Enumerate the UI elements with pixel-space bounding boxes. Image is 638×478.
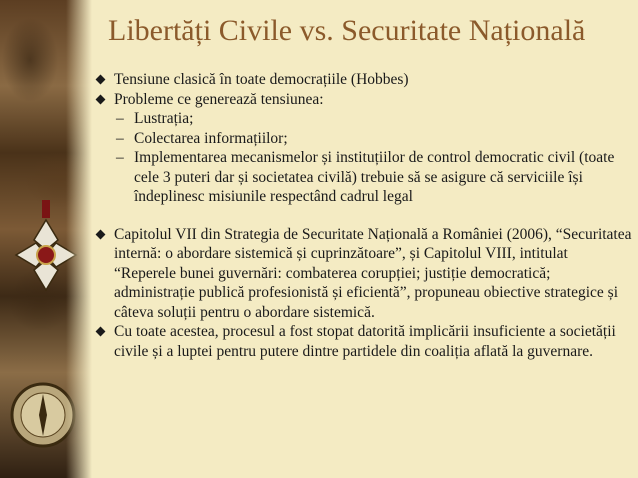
bullet-item: Capitolul VII din Strategia de Securitate Națională a României (2006), “Securitatea internă: o abordare sistemică și cuprinzătoare”, și Capitolul VIII, intitulat “Reperele bunei guvernări: combaterea corupției; justiție democratică; administrație publică profesionistă și eficientă”, propuneau obiective strategice și câteva soluții pentru o abordare sistemică. xyxy=(96,225,632,323)
dash-bullet: – xyxy=(116,129,124,147)
sub-bullet-item: – Colectarea informațiilor; xyxy=(116,129,288,147)
bullet-item: Probleme ce generează tensiunea: xyxy=(96,90,632,110)
dash-bullet: – xyxy=(116,110,124,127)
slide-title: Libertăți Civile vs. Securitate Națională xyxy=(108,14,586,47)
dash-bullet: – xyxy=(116,149,124,166)
diamond-bullet-icon xyxy=(96,327,106,337)
decorative-side-collage xyxy=(0,0,92,478)
diamond-bullet-icon xyxy=(96,229,106,239)
diamond-bullet-icon xyxy=(96,75,106,85)
sub-bullet-item: – Lustrația; xyxy=(116,110,194,127)
bullet-item: Cu toate acestea, procesul a fost stopat datorită implicării insuficiente a societății civile și a luptei pentru putere dintre partidele din coaliția aflată la guvernare. xyxy=(96,322,632,361)
sub-bullet-item: – Implementarea mecanismelor și instituțiilor de control democratic civil (toate cele 3 puteri dar și societatea civilă) trebuie să se asigure că serviciile își îndeplinesc misiunile respectând cadrul legal xyxy=(116,149,615,205)
slide-body xyxy=(96,70,632,361)
diamond-bullet-icon xyxy=(96,94,106,104)
bullet-item: Tensiune clasică în toate democrațiile (Hobbes) xyxy=(96,70,632,90)
